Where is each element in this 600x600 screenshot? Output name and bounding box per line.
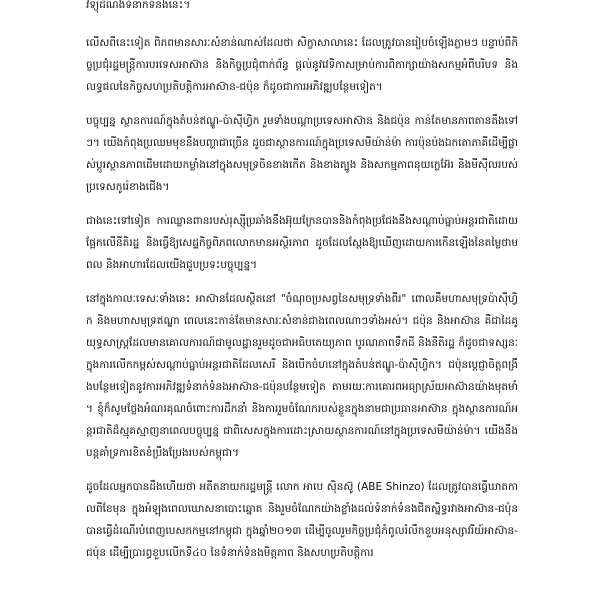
paragraph-3: បច្ចុប្បន្ន ស្ថានការណ៍ក្នុងតំបន់ឥណ្ឌូ-ប៉ាស៊ីហ្វិក រួមទាំងបណ្តាប្រទេសអាស៊ាន និងជប៉ុន កាន់តែមានភាពតានតឹងទៅៗ។ យើងកំពុងប្រឈមមុខនឹងបញ្ហាជាច្រើន ដូចជាស្ថានការណ៍ក្នុងប្រទេសមីយ៉ាន់ម៉ា ការប៉ុនប៉ងឯកតោភាគីដើម្បីផ្លាស់ប្តូរស្ថានភាពដើមដោយកម្លាំងនៅក្នុងសមុទ្រចិនខាងកើត និងខាងត្បូង និងសកម្មភាពនុយក្លេអ៊ែរ និងមីស៊ីលរបស់ប្រទេសកូរ៉េខាងជើង។ xyxy=(86,115,518,193)
paragraph-6: ដូចដែលអ្នកបានដឹងហើយថា អតីតនាយករដ្ឋមន្ត្រី លោក អាបេ ស៊ិនស៊ូ (ABE Shinzo) ដែលត្រូវបានធ្វើឃាតកាលពីខែមុន ក្នុងអំឡុងពេលឃោសនាបោះឆ្នោត និងរួមចំណែកយ៉ាងខ្លាំងដល់ទំនាក់ទំនងជិតស្និទ្ធរវាងអាស៊ាន-ជប៉ុន បានធ្វើដំណើរបំពេញបេសកកម្មនៅកម្ពុជា ក្នុងឆ្នាំ២០១៣ ដើម្បីចូលរួមកិច្ចប្រជុំកំពូលរំលឹកខួបអនុស្សាវរីយ៍អាស៊ាន-ជប៉ុន ដើម្បីប្រារព្ធខួបលើកទី៤០ នៃទំនាក់ទំនងមិត្តភាព និងសហប្រតិបត្តិការ xyxy=(86,481,518,559)
paragraph-5: នៅក្នុងកាលៈទេសៈទាំងនេះ អាស៊ានដែលស្ថិតនៅ "ចំណុចប្រសព្វនៃសមុទ្រទាំងពីរ" ពោលគឺមហាសមុទ្រប៉ាស៊ីហ្វិក និងមហាសមុទ្រឥណ្ឌា ពេលនេះកាន់តែមានសារៈសំខាន់ជាងពេលណាៗទាំងអស់។ ជប៉ុន និងអាស៊ាន គឺជាដៃគូយុទ្ធសាស្ត្រដែលមានគោលការណ៍ជាមូលដ្ឋានរួមដូចជាអធិបតេយ្យភាព បូរណភាពទឹកដី និងនីតិរដ្ឋ ក៏ដូចជាទស្សនៈក្នុងការលើកកម្ពស់សណ្តាប់ធ្នាប់អន្តរជាតិដែលសេរី និងបើកចំហនៅក្នុងតំបន់ឥណ្ឌូ-ប៉ាស៊ីហ្វិក។ ជប៉ុនប្តេជ្ញាចិត្តពង្រឹងបន្ថែមទៀតនូវការអភិវឌ្ឍទំនាក់ទំនងអាស៊ាន-ជប៉ុនបន្ថែមទៀត តាមរយៈការគោរពអធ្យាស្រ័យអាស៊ានយ៉ាងមុតមាំ។ ខ្ញុំក៏សូមថ្លែងអំណរគុណចំពោះការដឹកនាំ និងការរួមចំណែករបស់ខ្លួនក្នុងនាមជាប្រធានអាស៊ាន ក្នុងស្ថានការណ៍អន្តរជាតិដ៏ស្មុគស្មាញនាពេលបច្ចុប្បន្ន ជាពិសេសក្នុងការដោះស្រាយស្ថានការណ៍នៅក្នុងប្រទេសមីយ៉ាន់ម៉ា។ យើងនឹងបន្តគាំទ្រការខិតខំប្រឹងប្រែងរបស់កម្ពុជា។ xyxy=(86,293,518,459)
paragraph-1: វិទ្យុដំណឹងទំនាក់ទំនងនេះ។ xyxy=(86,0,191,11)
paragraph-2: លើសពីនេះទៀត ពិភពមានសារៈសំខាន់ណាស់ដែលថា សិក្ខាសាលានេះ ដែលត្រូវបានរៀបចំឡើងភ្លាមៗ បន្ទាប់ពីកិច្ចប្រជុំរដ្ឋមន្ត្រីការបរទេសអាស៊ាន និងកិច្ចប្រជុំពាក់ព័ន្ធ ផ្តល់នូវវេទិកាសម្រាប់ការពិភាក្សាយ៉ាងសកម្មអំពីបរិបទ និងលទ្ធផលនៃកិច្ចសហប្រតិបត្តិការអាស៊ាន-ជប៉ុន ក៏ដូចជាការអភិវឌ្ឍបន្ថែមទៀត។ xyxy=(86,37,518,93)
document-body xyxy=(86,0,518,576)
paragraph-4: ជាងនេះទៅទៀត ការឈ្លានពានរបស់រុស្ស៊ីប្រឆាំងនឹងអ៊ុយក្រែនបាននិងកំពុងប្រជែងនឹងសណ្តាប់ធ្នាប់អន្តរជាតិដោយផ្អែកលើនីតិរដ្ឋ និងធ្វើឱ្យសេដ្ឋកិច្ចពិភពលោកមានអស្ថិរភាព ដូចដែលស្តែងឱ្យឃើញដោយការកើនឡើងនៃតម្លៃថាមពល និងអាហារដែលយើងជួបប្រទះបច្ចុប្បន្ន។ xyxy=(86,215,518,271)
